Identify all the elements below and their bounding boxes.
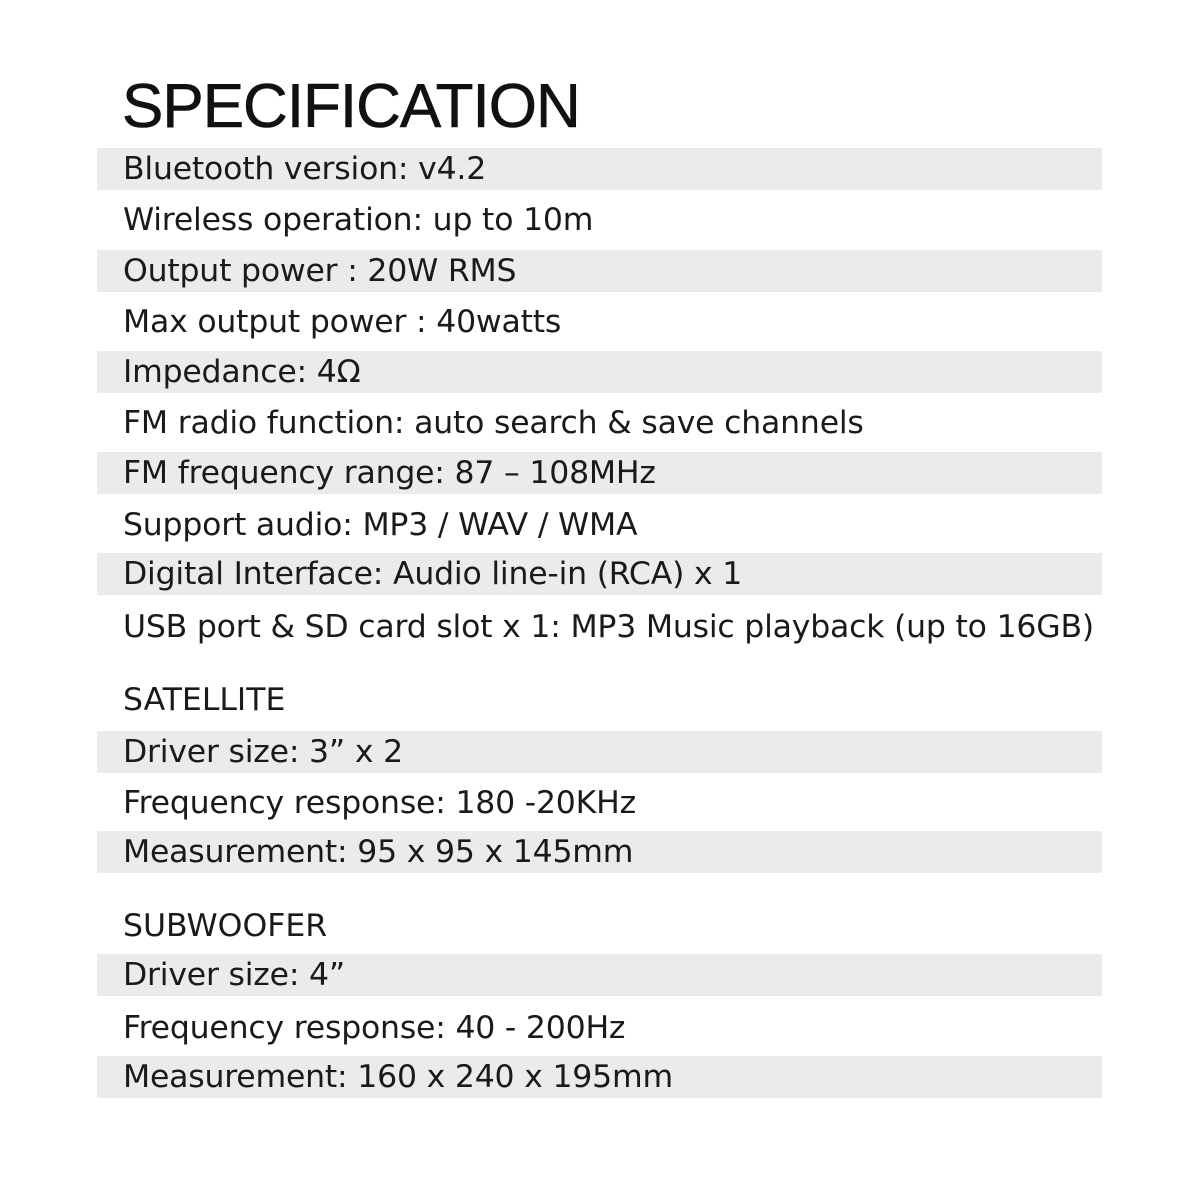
spec-row-output-power: Output power : 20W RMS (97, 250, 1102, 292)
spec-row-satellite-measurement: Measurement: 95 x 95 x 145mm (97, 831, 1102, 873)
spec-row-bluetooth-version: Bluetooth version: v4.2 (97, 148, 1102, 190)
spec-row-satellite-frequency-response: Frequency response: 180 -20KHz (123, 785, 636, 821)
spec-row-fm-radio-function: FM radio function: auto search & save channels (123, 405, 864, 441)
section-heading-subwoofer: SUBWOOFER (123, 908, 328, 944)
spec-row-satellite-driver-size: Driver size: 3” x 2 (97, 731, 1102, 773)
spec-row-wireless-operation: Wireless operation: up to 10m (123, 202, 594, 238)
page-title: SPECIFICATION (122, 72, 580, 141)
spec-row-max-output-power: Max output power : 40watts (123, 304, 562, 340)
spec-row-fm-frequency-range: FM frequency range: 87 – 108MHz (97, 452, 1102, 494)
spec-row-usb-sd-port: USB port & SD card slot x 1: MP3 Music playback (up to 16GB) (123, 609, 1094, 645)
spec-row-subwoofer-frequency-response: Frequency response: 40 - 200Hz (123, 1010, 626, 1046)
section-heading-satellite: SATELLITE (123, 682, 286, 718)
spec-row-subwoofer-measurement: Measurement: 160 x 240 x 195mm (97, 1056, 1102, 1098)
spec-row-support-audio: Support audio: MP3 / WAV / WMA (123, 507, 638, 543)
spec-row-impedance: Impedance: 4Ω (97, 351, 1102, 393)
spec-row-digital-interface: Digital Interface: Audio line-in (RCA) x 1 (97, 553, 1102, 595)
spec-row-subwoofer-driver-size: Driver size: 4” (97, 954, 1102, 996)
